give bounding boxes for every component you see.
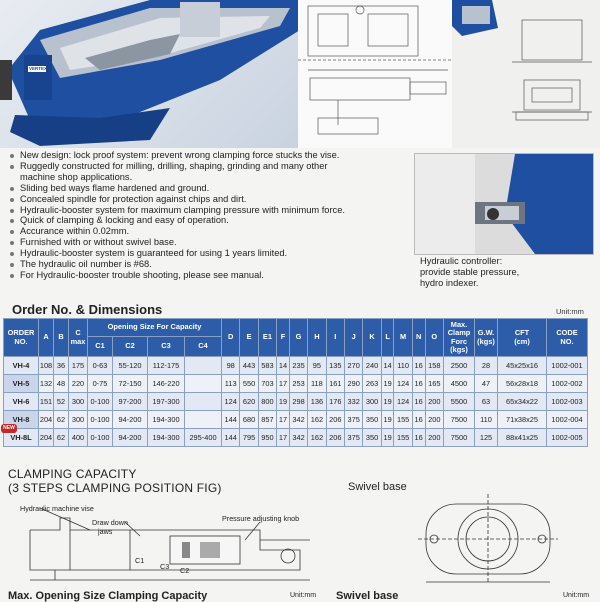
label-draw-down: Draw down: [92, 518, 128, 527]
table-cell: 0-100: [88, 393, 113, 411]
unit-label: Unit:mm: [556, 307, 584, 316]
table-cell: 1002-005: [547, 429, 588, 447]
table-cell: [185, 375, 222, 393]
table-cell: 300: [69, 393, 88, 411]
model-cell: VH-6: [4, 393, 39, 411]
vise-technical-drawing: [298, 0, 452, 148]
table-cell: 194-300: [148, 411, 185, 429]
col-d: D: [222, 319, 240, 357]
table-cell: 0-75: [88, 375, 113, 393]
table-cell: 206: [326, 429, 344, 447]
table-cell: 136: [308, 393, 326, 411]
table-cell: 950: [258, 429, 276, 447]
table-cell: 155: [394, 411, 412, 429]
table-cell: 375: [344, 429, 362, 447]
table-cell: 1002-003: [547, 393, 588, 411]
clamping-drawing: [10, 500, 330, 590]
table-cell: 16: [412, 375, 425, 393]
brand-logo: VERTEX: [29, 66, 48, 71]
table-cell: 108: [39, 357, 54, 375]
table-cell: 375: [344, 411, 362, 429]
table-cell: [185, 357, 222, 375]
table-cell: 270: [344, 357, 362, 375]
bottom-left-unit: Unit:mm: [290, 592, 317, 599]
col-c3: C3: [148, 337, 185, 357]
feature-item: The hydraulic oil number is #68.: [8, 259, 410, 270]
table-cell: 0-100: [88, 411, 113, 429]
table-cell: 1002-004: [547, 411, 588, 429]
col-k: K: [363, 319, 381, 357]
bullet-icon: [10, 219, 14, 223]
label-c2: C2: [180, 566, 190, 575]
table-cell: 220: [69, 375, 88, 393]
table-cell: 94-200: [113, 411, 148, 429]
col-l: L: [381, 319, 394, 357]
table-cell: 703: [258, 375, 276, 393]
table-cell: 17: [277, 411, 290, 429]
feature-item: Sliding bed ways flame hardened and ground.: [8, 183, 410, 194]
bullet-icon: [10, 274, 14, 278]
model-cell: VH-4: [4, 357, 39, 375]
table-cell: 135: [326, 357, 344, 375]
col-j: J: [344, 319, 362, 357]
table-cell: 113: [222, 375, 240, 393]
model-cell: VH-8L: [4, 429, 39, 447]
clamping-title: CLAMPING CAPACITY (3 STEPS CLAMPING POSITION FIG): [8, 467, 222, 495]
vise-product-photo: [0, 0, 300, 148]
feature-item: machine shop applications.: [20, 171, 133, 182]
table-cell: 28: [475, 357, 498, 375]
table-cell: 62: [54, 429, 69, 447]
table-cell: 162: [308, 429, 326, 447]
table-cell: 151: [39, 393, 54, 411]
table-cell: 204: [39, 429, 54, 447]
table-row: [4, 375, 588, 393]
table-cell: 97-200: [113, 393, 148, 411]
table-cell: 795: [240, 429, 258, 447]
table-cell: 124: [394, 393, 412, 411]
table-cell: 800: [258, 393, 276, 411]
col-c4: C4: [185, 337, 222, 357]
bullet-icon: [10, 252, 14, 256]
vise-illustration: [0, 0, 300, 148]
feature-item: Quick of clamping & locking and easy of operation.: [8, 215, 410, 226]
bullet-icon: [10, 154, 14, 158]
table-cell: 19: [381, 393, 394, 411]
bullet-icon: [10, 209, 14, 213]
table-cell: 204: [39, 411, 54, 429]
new-badge: NEW: [1, 424, 17, 433]
bottom-right-title: Swivel base: [336, 590, 399, 602]
col-h: H: [308, 319, 326, 357]
table-cell: 263: [363, 375, 381, 393]
table-cell: 112-175: [148, 357, 185, 375]
feature-item: Accurance within 0.02mm.: [8, 226, 410, 237]
label-jaws: jaws: [98, 527, 113, 536]
table-cell: 7500: [444, 411, 475, 429]
label-pressure-knob: Pressure adjusting knob: [222, 514, 300, 523]
table-cell: 550: [240, 375, 258, 393]
table-cell: 176: [326, 393, 344, 411]
bullet-icon: [10, 187, 14, 191]
table-cell: 161: [326, 375, 344, 393]
table-cell: 194-300: [148, 429, 185, 447]
table-cell: 350: [363, 429, 381, 447]
col-order-no: ORDER NO.: [4, 319, 39, 357]
table-cell: 290: [344, 375, 362, 393]
table-cell: 55-120: [113, 357, 148, 375]
table-cell: 95: [308, 357, 326, 375]
table-cell: 298: [289, 393, 307, 411]
col-cft: CFT (cm): [498, 319, 547, 357]
table-cell: 300: [363, 393, 381, 411]
label-c1: C1: [135, 556, 145, 565]
table-cell: 65x34x22: [498, 393, 547, 411]
table-cell: 88x41x25: [498, 429, 547, 447]
feature-item: Hydraulic-booster system for maximum clamping pressure with minimum force.: [8, 205, 410, 216]
table-cell: 155: [394, 429, 412, 447]
table-cell: 235: [289, 357, 307, 375]
vise-side-view: [452, 0, 600, 148]
feature-item: Furnished with or without swivel base.: [8, 237, 410, 248]
table-cell: 1002-002: [547, 375, 588, 393]
table-cell: 300: [69, 411, 88, 429]
table-cell: 16: [412, 393, 425, 411]
table-cell: 7500: [444, 429, 475, 447]
model-cell: VH-5: [4, 375, 39, 393]
col-b: B: [54, 319, 69, 357]
table-cell: 620: [240, 393, 258, 411]
feature-item: New design: lock proof system: prevent wrong clamping force stucks the vise.: [8, 150, 410, 161]
feature-item: Concealed spindle for protection against chips and dirt.: [8, 194, 410, 205]
table-cell: 175: [69, 357, 88, 375]
table-cell: 14: [277, 357, 290, 375]
table-cell: 206: [326, 411, 344, 429]
table-cell: 162: [308, 411, 326, 429]
table-cell: 350: [363, 411, 381, 429]
table-cell: 36: [54, 357, 69, 375]
label-c3: C3: [160, 562, 170, 571]
table-cell: 132: [39, 375, 54, 393]
table-cell: 63: [475, 393, 498, 411]
table-cell: 146-220: [148, 375, 185, 393]
col-a: A: [39, 319, 54, 357]
hydraulic-caption: Hydraulic controller: provide stable pressure, hydro indexer.: [420, 256, 520, 288]
drawing-lines: [298, 0, 452, 148]
table-cell: 94-200: [113, 429, 148, 447]
col-i: I: [326, 319, 344, 357]
table-row: [4, 429, 588, 447]
table-cell: [185, 393, 222, 411]
table-cell: 2500: [444, 357, 475, 375]
bottom-right-unit: Unit:mm: [563, 592, 590, 599]
table-body: [4, 357, 588, 447]
table-cell: 110: [475, 411, 498, 429]
table-cell: 200: [425, 411, 443, 429]
dimensions-table: [3, 318, 588, 447]
hydraulic-controller-photo: [414, 153, 594, 255]
feature-item: Ruggedly constructed for milling, drilling, shaping, grinding and many other: [8, 161, 410, 172]
col-n: N: [412, 319, 425, 357]
table-cell: 400: [69, 429, 88, 447]
bullet-icon: [10, 165, 14, 169]
col-c: C max: [69, 319, 88, 357]
table-cell: 125: [475, 429, 498, 447]
table-cell: 45x25x16: [498, 357, 547, 375]
table-cell: 165: [425, 375, 443, 393]
label-machine-vise: Hydraulic machine vise: [20, 504, 94, 513]
table-cell: 253: [289, 375, 307, 393]
col-m: M: [394, 319, 412, 357]
bullet-icon: [10, 263, 14, 267]
table-cell: 48: [54, 375, 69, 393]
table-cell: 197-300: [148, 393, 185, 411]
swivel-base-drawing: [418, 494, 558, 589]
table-cell: 14: [381, 357, 394, 375]
table-cell: 0-63: [88, 357, 113, 375]
table-cell: 583: [258, 357, 276, 375]
table-cell: 295-400: [185, 429, 222, 447]
table-cell: 124: [222, 393, 240, 411]
table-cell: 62: [54, 411, 69, 429]
model-cell: VH-8: [4, 411, 39, 429]
feature-item: Hydraulic-booster system is guaranteed for using 1 years limited.: [8, 248, 410, 259]
table-cell: 200: [425, 393, 443, 411]
table-cell: 110: [394, 357, 412, 375]
bullet-icon: [10, 230, 14, 234]
table-row: [4, 393, 588, 411]
table-cell: 118: [308, 375, 326, 393]
table-cell: 200: [425, 429, 443, 447]
order-title: Order No. & Dimensions: [12, 302, 163, 317]
table-cell: 144: [222, 429, 240, 447]
table-cell: 342: [289, 411, 307, 429]
table-cell: 1002-001: [547, 357, 588, 375]
table-cell: 17: [277, 375, 290, 393]
col-f: F: [277, 319, 290, 357]
col-max-clamp: Max. Clamp Forc (kgs): [444, 319, 475, 357]
table-cell: 56x28x18: [498, 375, 547, 393]
table-cell: 240: [363, 357, 381, 375]
col-g: G: [289, 319, 307, 357]
swivel-diagram: [418, 494, 558, 589]
table-cell: 16: [412, 411, 425, 429]
table-cell: [185, 411, 222, 429]
table-cell: 332: [344, 393, 362, 411]
table-cell: 19: [277, 393, 290, 411]
table-cell: 72-150: [113, 375, 148, 393]
col-e1: E1: [258, 319, 276, 357]
table-row: [4, 411, 588, 429]
swivel-base-title: Swivel base: [348, 481, 407, 493]
table-cell: 680: [240, 411, 258, 429]
bottom-left-title: Max. Opening Size Clamping Capacity: [8, 590, 208, 602]
table-cell: 16: [412, 357, 425, 375]
hydraulic-controller-illustration: [415, 154, 593, 254]
col-code: CODE NO.: [547, 319, 588, 357]
bullet-icon: [10, 198, 14, 202]
col-c1: C1: [88, 337, 113, 357]
table-cell: 52: [54, 393, 69, 411]
table-cell: 16: [412, 429, 425, 447]
table-cell: 857: [258, 411, 276, 429]
col-o: O: [425, 319, 443, 357]
table-cell: 17: [277, 429, 290, 447]
table-cell: 19: [381, 375, 394, 393]
side-view-drawing: [452, 0, 600, 148]
table-cell: 19: [381, 429, 394, 447]
table-cell: 98: [222, 357, 240, 375]
table-row: [4, 357, 588, 375]
table-cell: 0-100: [88, 429, 113, 447]
table-cell: 19: [381, 411, 394, 429]
table-cell: 443: [240, 357, 258, 375]
table-cell: 144: [222, 411, 240, 429]
feature-item: For Hydraulic-booster trouble shooting, please see manual.: [8, 270, 410, 281]
table-cell: 5500: [444, 393, 475, 411]
col-opening-size: Opening Size For Capacity: [88, 319, 222, 337]
table-cell: 124: [394, 375, 412, 393]
bullet-icon: [10, 241, 14, 245]
table-cell: 158: [425, 357, 443, 375]
col-c2: C2: [113, 337, 148, 357]
table-cell: 342: [289, 429, 307, 447]
table-cell: 47: [475, 375, 498, 393]
table-cell: 71x38x25: [498, 411, 547, 429]
col-e: E: [240, 319, 258, 357]
table-cell: 4500: [444, 375, 475, 393]
feature-list: [8, 150, 410, 281]
col-gw: G.W. (kgs): [475, 319, 498, 357]
